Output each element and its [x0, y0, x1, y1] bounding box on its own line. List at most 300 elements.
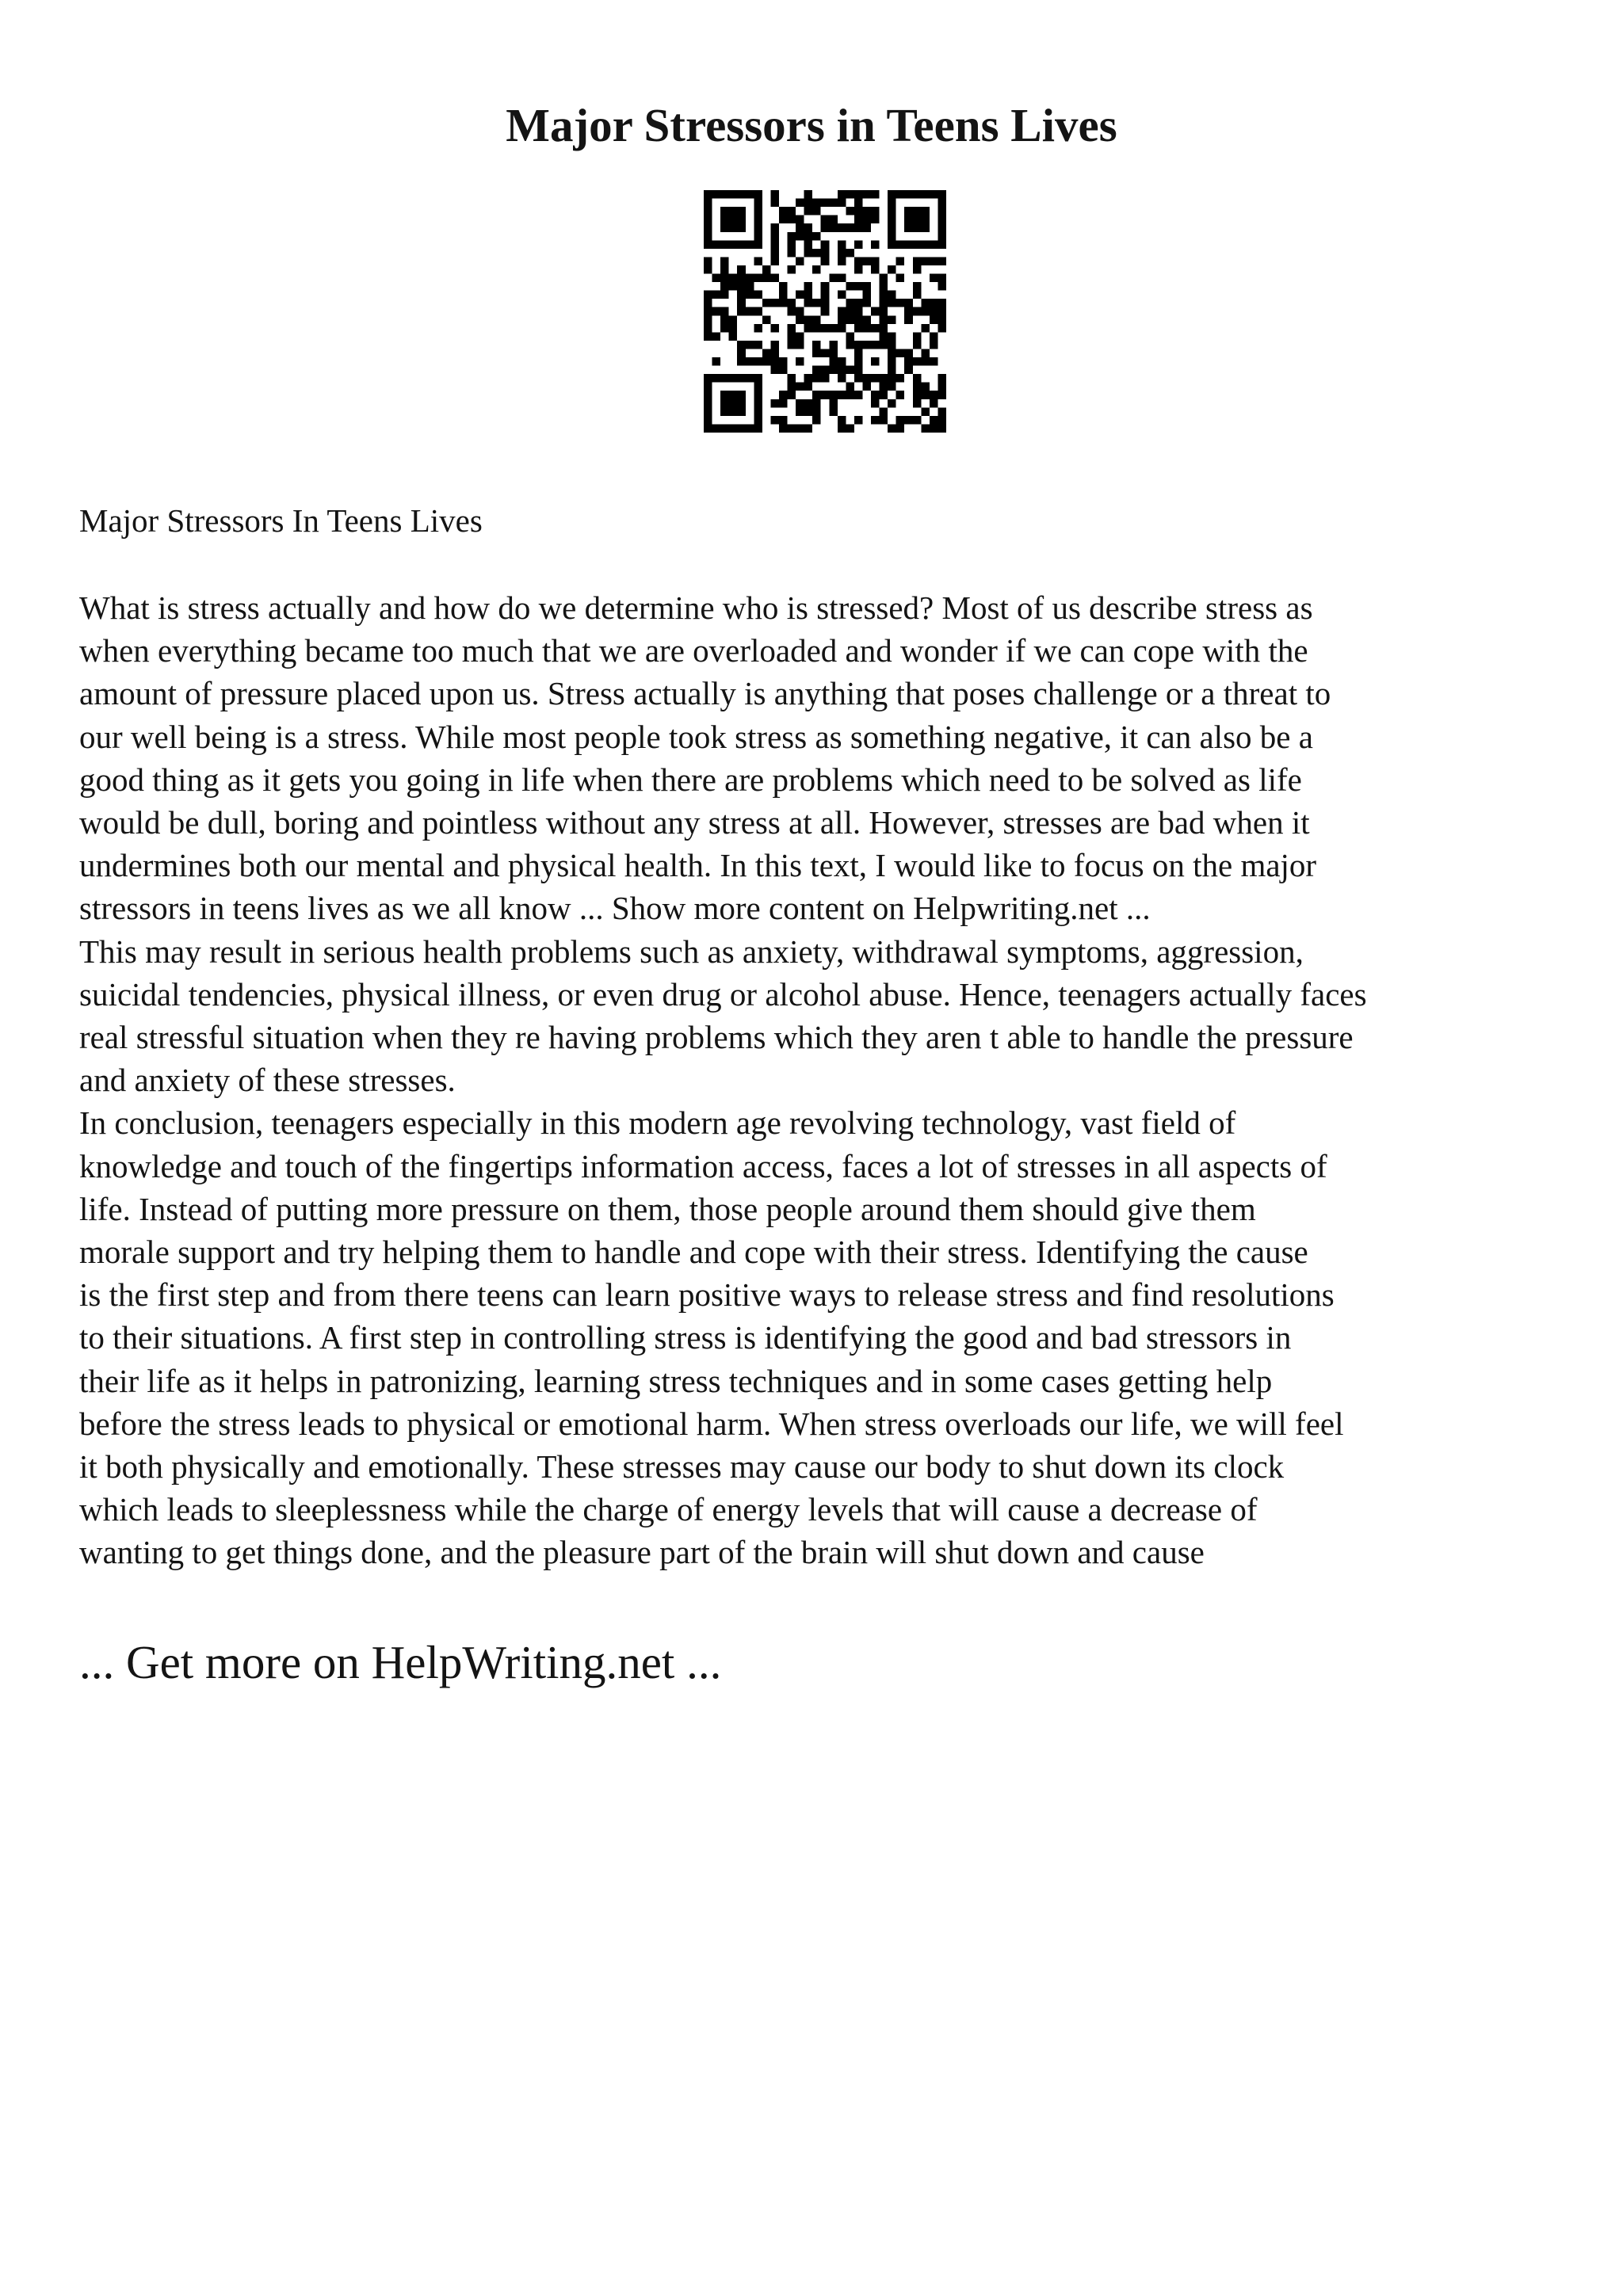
- qr-module: [788, 374, 796, 383]
- qr-module: [930, 416, 938, 425]
- qr-module: [821, 249, 830, 257]
- qr-module: [888, 332, 896, 341]
- qr-module: [720, 307, 729, 316]
- qr-module: [754, 257, 762, 265]
- qr-module: [938, 274, 946, 283]
- qr-module: [704, 391, 712, 399]
- qr-module: [704, 240, 712, 249]
- qr-module: [846, 307, 854, 316]
- qr-module: [896, 240, 905, 249]
- text-line: their life as it helps in patronizing, learning stress techniques and in some cases getting help: [79, 1362, 1273, 1399]
- qr-module: [779, 207, 788, 215]
- qr-module: [821, 215, 830, 224]
- qr-module: [812, 199, 821, 208]
- qr-module: [729, 407, 738, 416]
- text-line: What is stress actually and how do we determine who is stressed? Most of us describe stress as: [79, 589, 1313, 626]
- qr-module: [812, 391, 821, 399]
- qr-module: [921, 257, 930, 265]
- qr-module: [938, 324, 946, 333]
- get-more-link[interactable]: ... Get more on HelpWriting.net ...: [79, 1636, 722, 1688]
- qr-module: [737, 207, 746, 215]
- qr-module: [720, 282, 729, 291]
- qr-module: [812, 207, 821, 215]
- qr-module: [938, 282, 946, 291]
- qr-module: [930, 424, 938, 433]
- qr-module: [862, 190, 871, 199]
- qr-module: [754, 307, 762, 316]
- qr-module: [838, 240, 846, 249]
- qr-module: [704, 307, 712, 316]
- qr-module: [729, 274, 738, 283]
- qr-module: [729, 190, 738, 199]
- qr-module: [788, 207, 796, 215]
- qr-module: [829, 199, 838, 208]
- qr-module: [930, 190, 938, 199]
- qr-module: [846, 383, 854, 391]
- qr-module: [796, 407, 804, 416]
- qr-module: [804, 232, 813, 241]
- qr-module: [712, 240, 721, 249]
- qr-module: [812, 315, 821, 324]
- qr-module: [913, 257, 922, 265]
- qr-module: [838, 366, 846, 375]
- qr-module: [888, 215, 896, 224]
- qr-module: [770, 223, 779, 232]
- qr-module: [846, 282, 854, 291]
- qr-module: [938, 416, 946, 425]
- qr-module: [888, 374, 896, 383]
- qr-module: [821, 291, 830, 299]
- qr-module: [913, 190, 922, 199]
- qr-module: [704, 324, 712, 333]
- qr-module: [812, 249, 821, 257]
- qr-module: [871, 215, 880, 224]
- qr-module: [712, 374, 721, 383]
- qr-module: [913, 223, 922, 232]
- qr-module: [770, 232, 779, 241]
- qr-module: [754, 391, 762, 399]
- qr-module: [938, 424, 946, 433]
- text-line: would be dull, boring and pointless without any stress at all. However, stresses are bad when it: [79, 804, 1310, 841]
- text-line: it both physically and emotionally. These stresses may cause our body to shut down its clock: [79, 1448, 1285, 1486]
- text-line: life. Instead of putting more pressure on them, those people around them should give them: [79, 1190, 1256, 1227]
- qr-module: [796, 291, 804, 299]
- qr-module: [904, 416, 913, 425]
- qr-module: [921, 207, 930, 215]
- qr-module: [938, 215, 946, 224]
- qr-module: [888, 207, 896, 215]
- qr-module: [796, 307, 804, 316]
- qr-module: [938, 190, 946, 199]
- qr-module: [821, 307, 830, 316]
- qr-module: [888, 199, 896, 208]
- qr-module: [762, 357, 771, 366]
- qr-module: [938, 315, 946, 324]
- qr-module: [821, 366, 830, 375]
- qr-module: [846, 332, 854, 341]
- qr-module: [838, 199, 846, 208]
- qr-module: [871, 399, 880, 408]
- qr-module: [812, 366, 821, 375]
- qr-module: [729, 399, 738, 408]
- qr-module: [788, 215, 796, 224]
- qr-module: [754, 274, 762, 283]
- qr-module: [812, 407, 821, 416]
- qr-module: [704, 215, 712, 224]
- qr-module: [720, 265, 729, 274]
- qr-module: [704, 374, 712, 383]
- qr-module: [854, 240, 863, 249]
- qr-module: [729, 391, 738, 399]
- qr-module: [888, 399, 896, 408]
- qr-module: [838, 416, 846, 425]
- qr-module: [862, 257, 871, 265]
- qr-module: [796, 341, 804, 349]
- qr-module: [788, 249, 796, 257]
- qr-module: [762, 315, 771, 324]
- qr-module: [838, 424, 846, 433]
- qr-module: [896, 424, 905, 433]
- qr-module: [913, 399, 922, 408]
- text-line: morale support and try helping them to handle and cope with their stress. Identifying the cause: [79, 1234, 1308, 1271]
- qr-module: [871, 416, 880, 425]
- qr-module: [930, 274, 938, 283]
- qr-module: [846, 223, 854, 232]
- qr-module: [821, 257, 830, 265]
- qr-module: [913, 383, 922, 391]
- qr-module: [896, 190, 905, 199]
- qr-module: [788, 424, 796, 433]
- qr-module: [862, 282, 871, 291]
- qr-module: [804, 291, 813, 299]
- qr-module: [838, 307, 846, 316]
- qr-module: [854, 374, 863, 383]
- qr-module: [770, 249, 779, 257]
- qr-module: [804, 315, 813, 324]
- qr-module: [904, 299, 913, 307]
- qr-module: [737, 424, 746, 433]
- qr-module: [871, 374, 880, 383]
- qr-module: [754, 424, 762, 433]
- qr-module: [804, 190, 813, 199]
- qr-module: [729, 424, 738, 433]
- qr-module: [862, 299, 871, 307]
- qr-module: [754, 240, 762, 249]
- qr-module: [804, 399, 813, 408]
- text-line: knowledge and touch of the fingertips information access, faces a lot of stresses in all aspects of: [79, 1147, 1327, 1184]
- qr-module: [913, 265, 922, 274]
- qr-module: [788, 307, 796, 316]
- qr-module: [838, 324, 846, 333]
- qr-module: [938, 232, 946, 241]
- qr-module: [704, 383, 712, 391]
- qr-module: [720, 274, 729, 283]
- qr-module: [829, 399, 838, 408]
- qr-module: [930, 391, 938, 399]
- qr-module: [938, 223, 946, 232]
- qr-module: [796, 357, 804, 366]
- qr-module: [854, 349, 863, 357]
- qr-module: [720, 407, 729, 416]
- qr-module: [921, 223, 930, 232]
- qr-module: [871, 391, 880, 399]
- qr-module: [804, 324, 813, 333]
- qr-module: [804, 199, 813, 208]
- qr-module: [746, 341, 754, 349]
- qr-module: [921, 307, 930, 316]
- qr-module: [888, 240, 896, 249]
- qr-module: [829, 349, 838, 357]
- qr-module: [720, 223, 729, 232]
- qr-module: [804, 249, 813, 257]
- qr-module: [704, 265, 712, 274]
- qr-module: [804, 240, 813, 249]
- qr-module: [720, 215, 729, 224]
- qr-module: [720, 291, 729, 299]
- qr-module: [729, 332, 738, 341]
- qr-module: [913, 341, 922, 349]
- qr-module: [796, 232, 804, 241]
- qr-module: [821, 391, 830, 399]
- qr-module: [938, 240, 946, 249]
- qr-module: [720, 257, 729, 265]
- qr-module: [829, 324, 838, 333]
- qr-module: [770, 399, 779, 408]
- qr-module: [720, 240, 729, 249]
- qr-module: [921, 299, 930, 307]
- qr-module: [737, 265, 746, 274]
- qr-module: [888, 341, 896, 349]
- qr-module: [888, 299, 896, 307]
- qr-module: [888, 291, 896, 299]
- qr-module: [904, 215, 913, 224]
- qr-module: [829, 391, 838, 399]
- qr-module: [854, 207, 863, 215]
- qr-module: [930, 257, 938, 265]
- qr-module: [913, 391, 922, 399]
- qr-module: [880, 282, 888, 291]
- qr-module: [871, 240, 880, 249]
- qr-module: [880, 299, 888, 307]
- qr-module: [804, 374, 813, 383]
- qr-module: [788, 383, 796, 391]
- qr-module: [888, 223, 896, 232]
- qr-module: [888, 190, 896, 199]
- qr-module: [712, 291, 721, 299]
- qr-module: [812, 299, 821, 307]
- qr-module: [812, 349, 821, 357]
- qr-module: [812, 374, 821, 383]
- qr-module: [779, 357, 788, 366]
- qr-module: [788, 240, 796, 249]
- qr-module: [746, 274, 754, 283]
- qr-module: [854, 307, 863, 316]
- qr-module: [880, 324, 888, 333]
- qr-module: [729, 223, 738, 232]
- qr-module: [854, 357, 863, 366]
- text-line: to their situations. A first step in controlling stress is identifying the good and bad stressors in: [79, 1319, 1292, 1356]
- qr-module: [804, 383, 813, 391]
- qr-module: [821, 299, 830, 307]
- text-line: and anxiety of these stresses.: [79, 1062, 456, 1099]
- qr-module: [746, 374, 754, 383]
- qr-module: [871, 324, 880, 333]
- qr-module: [712, 332, 721, 341]
- qr-module: [921, 190, 930, 199]
- text-line: before the stress leads to physical or emotional harm. When stress overloads our life, we will feel: [79, 1405, 1344, 1442]
- qr-module: [737, 291, 746, 299]
- qr-module: [712, 190, 721, 199]
- qr-module: [779, 416, 788, 425]
- qr-module: [862, 374, 871, 383]
- qr-module: [754, 207, 762, 215]
- text-line: amount of pressure placed upon us. Stress actually is anything that poses challenge or a threat to: [79, 675, 1331, 712]
- qr-module: [862, 291, 871, 299]
- qr-module: [812, 341, 821, 349]
- qr-module: [880, 383, 888, 391]
- qr-module: [746, 190, 754, 199]
- qr-module: [779, 391, 788, 399]
- qr-module: [854, 265, 863, 274]
- qr-code-icon[interactable]: [704, 190, 946, 433]
- qr-module: [762, 349, 771, 357]
- qr-module: [888, 424, 896, 433]
- qr-module: [913, 282, 922, 291]
- qr-module: [921, 391, 930, 399]
- qr-module: [788, 265, 796, 274]
- qr-module: [829, 274, 838, 283]
- qr-module: [896, 416, 905, 425]
- qr-module: [871, 207, 880, 215]
- qr-module: [829, 366, 838, 375]
- qr-module: [737, 407, 746, 416]
- qr-module: [838, 391, 846, 399]
- qr-module: [896, 349, 905, 357]
- qr-module: [720, 207, 729, 215]
- qr-module: [704, 416, 712, 425]
- qr-module: [729, 215, 738, 224]
- qr-module: [746, 240, 754, 249]
- qr-module: [871, 307, 880, 316]
- qr-module: [788, 332, 796, 341]
- qr-module: [913, 332, 922, 341]
- qr-module: [862, 215, 871, 224]
- qr-module: [754, 383, 762, 391]
- qr-module: [788, 299, 796, 307]
- qr-module: [896, 299, 905, 307]
- qr-module: [896, 374, 905, 383]
- body-text: [79, 586, 1569, 1574]
- qr-module: [796, 399, 804, 408]
- qr-module: [921, 357, 930, 366]
- text-line: suicidal tendencies, physical illness, or even drug or alcohol abuse. Hence, teenagers actually faces: [79, 975, 1367, 1013]
- qr-module: [838, 374, 846, 383]
- qr-module: [838, 291, 846, 299]
- qr-module: [762, 299, 771, 307]
- qr-module: [712, 357, 721, 366]
- text-line: when everything became too much that we are overloaded and wonder if we can cope with the: [79, 632, 1308, 669]
- qr-module: [930, 240, 938, 249]
- qr-module: [854, 366, 863, 375]
- qr-module: [720, 190, 729, 199]
- qr-module: [904, 190, 913, 199]
- qr-module: [854, 416, 863, 425]
- qr-module: [720, 424, 729, 433]
- qr-module: [896, 257, 905, 265]
- qr-module: [846, 190, 854, 199]
- qr-module: [846, 424, 854, 433]
- qr-module: [854, 324, 863, 333]
- qr-module: [913, 357, 922, 366]
- qr-module: [888, 315, 896, 324]
- qr-module: [812, 416, 821, 425]
- qr-module: [904, 315, 913, 324]
- qr-module: [812, 324, 821, 333]
- qr-module: [812, 399, 821, 408]
- qr-module: [938, 299, 946, 307]
- qr-module: [913, 215, 922, 224]
- qr-module: [880, 391, 888, 399]
- qr-module: [938, 307, 946, 316]
- qr-module: [821, 223, 830, 232]
- qr-module: [854, 341, 863, 349]
- qr-module: [737, 341, 746, 349]
- qr-module: [871, 257, 880, 265]
- qr-module: [746, 307, 754, 316]
- qr-module: [746, 424, 754, 433]
- qr-module: [754, 324, 762, 333]
- qr-module: [938, 207, 946, 215]
- qr-module: [871, 190, 880, 199]
- qr-module: [788, 232, 796, 241]
- qr-module: [770, 341, 779, 349]
- qr-module: [913, 291, 922, 299]
- text-line: undermines both our mental and physical health. In this text, I would like to focus on the major: [79, 847, 1317, 884]
- qr-module: [737, 374, 746, 383]
- qr-module: [913, 416, 922, 425]
- qr-module: [854, 299, 863, 307]
- qr-module: [904, 307, 913, 316]
- qr-module: [804, 407, 813, 416]
- qr-module: [888, 357, 896, 366]
- qr-module: [904, 207, 913, 215]
- qr-module: [938, 374, 946, 383]
- qr-module: [921, 424, 930, 433]
- qr-module: [754, 215, 762, 224]
- qr-module: [770, 366, 779, 375]
- qr-module: [880, 407, 888, 416]
- qr-module: [880, 291, 888, 299]
- qr-module: [938, 257, 946, 265]
- qr-module: [838, 249, 846, 257]
- qr-module: [846, 207, 854, 215]
- qr-module: [729, 240, 738, 249]
- text-line: wanting to get things done, and the pleasure part of the brain will shut down and cause: [79, 1534, 1205, 1571]
- qr-module: [862, 223, 871, 232]
- qr-module: [720, 399, 729, 408]
- text-line: In conclusion, teenagers especially in this modern age revolving technology, vast field of: [79, 1104, 1236, 1142]
- qr-module: [821, 324, 830, 333]
- qr-module: [754, 407, 762, 416]
- qr-module: [829, 357, 838, 366]
- qr-module: [938, 391, 946, 399]
- qr-module: [804, 223, 813, 232]
- qr-module: [829, 215, 838, 224]
- qr-module: [754, 416, 762, 425]
- qr-module: [921, 383, 930, 391]
- document-title: Major Stressors in Teens Lives: [506, 99, 1117, 151]
- qr-module: [930, 307, 938, 316]
